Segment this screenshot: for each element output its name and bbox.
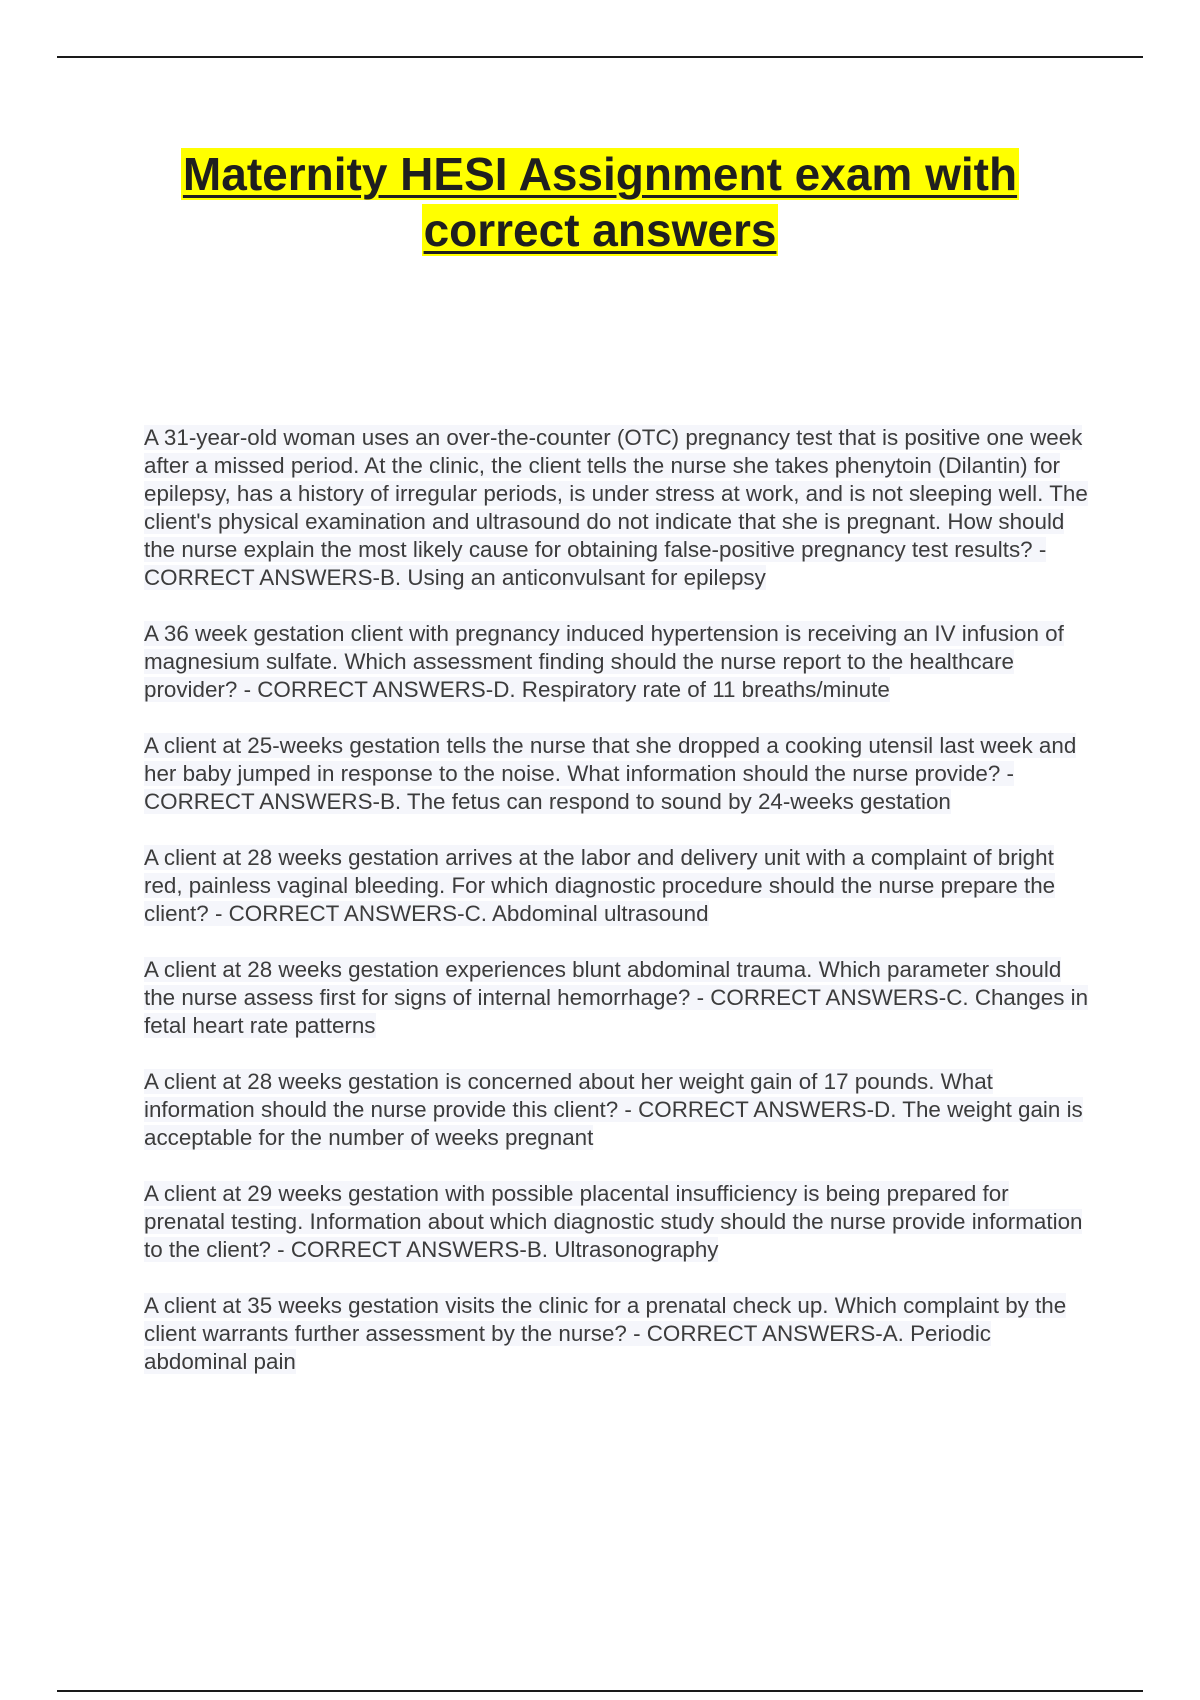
header-rule: [57, 56, 1143, 58]
document-title: [100, 146, 1100, 258]
question-text: A client at 28 weeks gestation experiences blunt abdominal trauma. Which parameter should the nurse assess first for signs of internal hemorrhage? - CORRECT ANSWERS-C. Changes in fetal heart rate patterns: [144, 957, 1089, 1038]
question-item: [144, 1068, 1090, 1152]
question-text: A 36 week gestation client with pregnancy induced hypertension is receiving an IV infusion of magnesium sulfate. Which assessment finding should the nurse report to the healthcare provider? - CORRECT ANSWERS-D. Respiratory rate of 11 breaths/minute: [144, 621, 1064, 702]
question-text: A client at 29 weeks gestation with possible placental insufficiency is being prepared for prenatal testing. Information about which diagnostic study should the nurse provide information to the client? - CORRECT ANSWERS-B. Ultrasonography: [144, 1181, 1083, 1262]
title-line-2: correct answers: [423, 204, 777, 256]
question-item: [144, 844, 1090, 928]
question-text: A client at 28 weeks gestation arrives at the labor and delivery unit with a complaint of bright red, painless vaginal bleeding. For which diagnostic procedure should the nurse prepare the client? - CORRECT ANSWERS-C. Abdominal ultrasound: [144, 845, 1056, 926]
question-item: [144, 424, 1090, 592]
question-item: [144, 620, 1090, 704]
question-text: A client at 35 weeks gestation visits the clinic for a prenatal check up. Which complaint by the client warrants further assessment by the nurse? - CORRECT ANSWERS-A. Periodic abdominal pain: [144, 1293, 1067, 1374]
question-text: A 31-year-old woman uses an over-the-counter (OTC) pregnancy test that is positive one week after a missed period. At the clinic, the client tells the nurse she takes phenytoin (Dilantin) for epilepsy, has a history of irregular periods, is under stress at work, and is not sleeping well. The client's physical examination and ultrasound do not indicate that she is pregnant. How should the nurse explain the most likely cause for obtaining false-positive pregnancy test results? - CORRECT ANSWERS-B. Using an anticonvulsant for epilepsy: [144, 425, 1088, 590]
question-text: A client at 28 weeks gestation is concerned about her weight gain of 17 pounds. What information should the nurse provide this client? - CORRECT ANSWERS-D. The weight gain is acceptable for the number of weeks pregnant: [144, 1069, 1083, 1150]
question-text: A client at 25-weeks gestation tells the nurse that she dropped a cooking utensil last week and her baby jumped in response to the noise. What information should the nurse provide? - CORRECT ANSWERS-B. The fetus can respond to sound by 24-weeks gestation: [144, 733, 1077, 814]
question-item: [144, 732, 1090, 816]
question-item: [144, 1292, 1090, 1376]
question-item: [144, 956, 1090, 1040]
title-line-1: Maternity HESI Assignment exam with: [182, 148, 1018, 200]
question-item: [144, 1180, 1090, 1264]
question-list: [144, 424, 1090, 1404]
footer-rule: [57, 1690, 1143, 1692]
